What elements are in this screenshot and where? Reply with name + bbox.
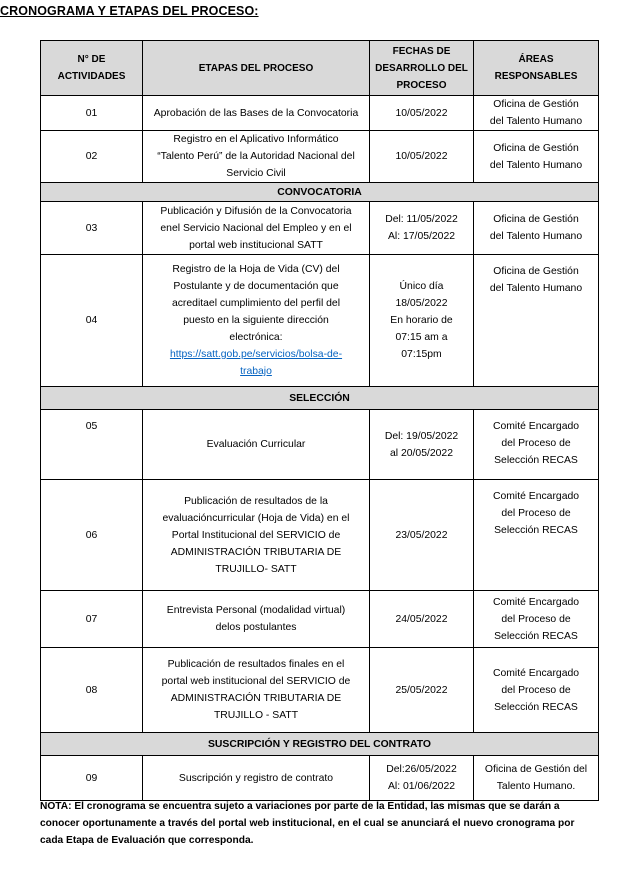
date-line: 10/05/2022 [395,107,448,119]
schedule-body [41,96,599,801]
table-row [41,131,599,183]
stage-line: delos postulantes [215,622,297,633]
stage-line: TRUJILLO- SATT [215,563,297,575]
stage-line: “Talento Perú” de la Autoridad Nacional del [157,151,355,162]
dates-cell [370,96,474,131]
header-stage: ETAPAS DEL PROCESO [143,41,370,96]
section-title: CONVOCATORIA [41,183,599,202]
stage-line: puesto en la siguiente dirección [183,315,329,326]
activity-number: 01 [41,96,143,131]
stage-line: portal web institucional SATT [189,239,323,251]
header-areas: ÁREAS RESPONSABLES [474,41,599,96]
activity-number: 09 [41,756,143,801]
area-cell [474,480,599,591]
activity-number: 03 [41,202,143,255]
table-row [41,591,599,648]
table-row [41,756,599,801]
area-line: del Proceso de [501,508,571,519]
date-line: Único día [399,281,444,292]
date-line: 18/05/2022 [395,298,448,309]
area-line: Selección RECAS [494,630,578,642]
link-line[interactable]: https://satt.gob.pe/servicios/bolsa-de- [169,349,343,360]
stage-cell [143,480,370,591]
area-cell [474,756,599,801]
stage-line: electrónica: [229,332,283,343]
area-cell [474,648,599,733]
date-line: 24/05/2022 [395,613,448,625]
area-line: Oficina de Gestión [493,142,579,154]
stage-cell [143,756,370,801]
stage-line: Postulante y de documentación que [173,281,339,292]
stage-line: TRUJILLO - SATT [213,710,299,721]
date-line: Al: 01/06/2022 [387,781,456,792]
link-line[interactable]: trabajo [240,366,272,377]
dates-cell [370,255,474,387]
date-line: En horario de [390,315,453,326]
stage-cell [143,591,370,648]
activity-number: 08 [41,648,143,733]
area-cell [474,591,599,648]
stage-line: portal web institucional del SERVICIO de [161,676,351,687]
application-link[interactable] [145,346,367,380]
table-row [41,255,599,387]
stage-line: Servicio Civil [226,168,286,179]
dates-cell [370,131,474,183]
area-cell [474,255,599,387]
area-line: del Proceso de [501,684,571,696]
area-cell [474,96,599,131]
area-line: Oficina de Gestión [493,214,579,225]
section-row [41,733,599,756]
stage-cell [143,648,370,733]
stage-line: evaluacióncurricular (Hoja de Vida) en el [162,512,350,524]
stage-cell [143,131,370,183]
area-line: del Talento Humano [489,159,583,171]
date-line: Del: 11/05/2022 [385,214,458,225]
table-row [41,202,599,255]
area-line: Comité Encargado [492,491,580,502]
area-line: Talento Humano. [496,781,576,792]
area-line: Oficina de Gestión del [484,764,588,775]
area-line: Selección RECAS [494,525,578,536]
dates-cell [370,202,474,255]
stage-line: Publicación de resultados finales en el [167,659,345,670]
stage-line: ADMINISTRACIÓN TRIBUTARIA DE [170,546,342,558]
area-cell [474,410,599,480]
activity-number: 06 [41,480,143,591]
schedule-table [40,40,599,801]
stage-cell [143,410,370,480]
stage-cell [143,96,370,131]
stage-line: Portal Institucional del SERVICIO de [171,529,341,541]
stage-line: Registro de la Hoja de Vida (CV) del [172,264,340,275]
area-line: del Proceso de [501,438,571,449]
date-line: Al: 17/05/2022 [387,231,456,242]
section-title: SELECCIÓN [41,387,599,410]
note-text: NOTA: El cronograma se encuentra sujeto a variaciones por parte de la Entidad, las mismas que se darán a conocer oportunamente a través del portal web institucional, en el cual se anunciará el nuevo cronograma por cada Etapa de Evaluación que corresponda. [40,801,575,846]
table-row [41,96,599,131]
date-line: Del: 19/05/2022 [384,430,459,442]
area-cell [474,131,599,183]
area-line: Comité Encargado [492,596,580,608]
area-line: Comité Encargado [492,421,580,432]
date-line: 23/05/2022 [395,529,448,541]
dates-cell [370,756,474,801]
dates-cell [370,648,474,733]
area-line: Selección RECAS [494,455,578,466]
table-row [41,410,599,480]
stage-line: Publicación de resultados de la [184,495,328,507]
header-dates: FECHAS DE DESARROLLO DEL PROCESO [370,41,474,96]
dates-cell [370,591,474,648]
area-line: del Talento Humano [489,231,583,242]
section-row [41,183,599,202]
header-num: N° DE ACTIVIDADES [41,41,143,96]
date-line: 10/05/2022 [395,151,448,162]
area-line: del Talento Humano [489,283,583,294]
date-line: 25/05/2022 [395,684,448,696]
stage-line: Publicación y Difusión de la Convocatoria [160,205,352,217]
date-line: al 20/05/2022 [390,447,453,459]
area-line: del Talento Humano [489,116,583,127]
activity-number: 07 [41,591,143,648]
stage-line: acreditael cumplimiento del perfil del [171,298,341,309]
table-row [41,480,599,591]
area-line: Selección RECAS [494,701,578,713]
date-line: 07:15 am a [395,332,448,343]
area-cell [474,202,599,255]
activity-number: 02 [41,131,143,183]
stage-line: Suscripción y registro de contrato [178,772,334,784]
section-row [41,387,599,410]
dates-cell [370,480,474,591]
table-row [41,648,599,733]
header-row [41,41,599,96]
area-line: Comité Encargado [492,667,580,679]
stage-line: Entrevista Personal (modalidad virtual) [166,605,346,616]
date-line: Del:26/05/2022 [386,764,457,775]
area-line: Oficina de Gestión [493,99,579,110]
area-line: del Proceso de [501,613,571,625]
stage-cell [143,255,370,387]
stage-line: Evaluación Curricular [206,439,306,450]
page-title: CRONOGRAMA Y ETAPAS DEL PROCESO: [0,4,259,18]
stage-line: Registro en el Aplicativo Informático [173,134,339,145]
dates-cell [370,410,474,480]
activity-number: 04 [41,255,143,387]
date-line: 07:15pm [401,349,442,360]
stage-line: ADMINISTRACIÓN TRIBUTARIA DE [170,693,342,704]
area-line: Oficina de Gestión [493,266,579,277]
stage-line: Aprobación de las Bases de la Convocatoria [153,107,359,119]
stage-line: enel Servicio Nacional del Empleo y en el [160,222,352,234]
stage-cell [143,202,370,255]
section-title: SUSCRIPCIÓN Y REGISTRO DEL CONTRATO [41,733,599,756]
activity-number: 05 [41,410,143,480]
